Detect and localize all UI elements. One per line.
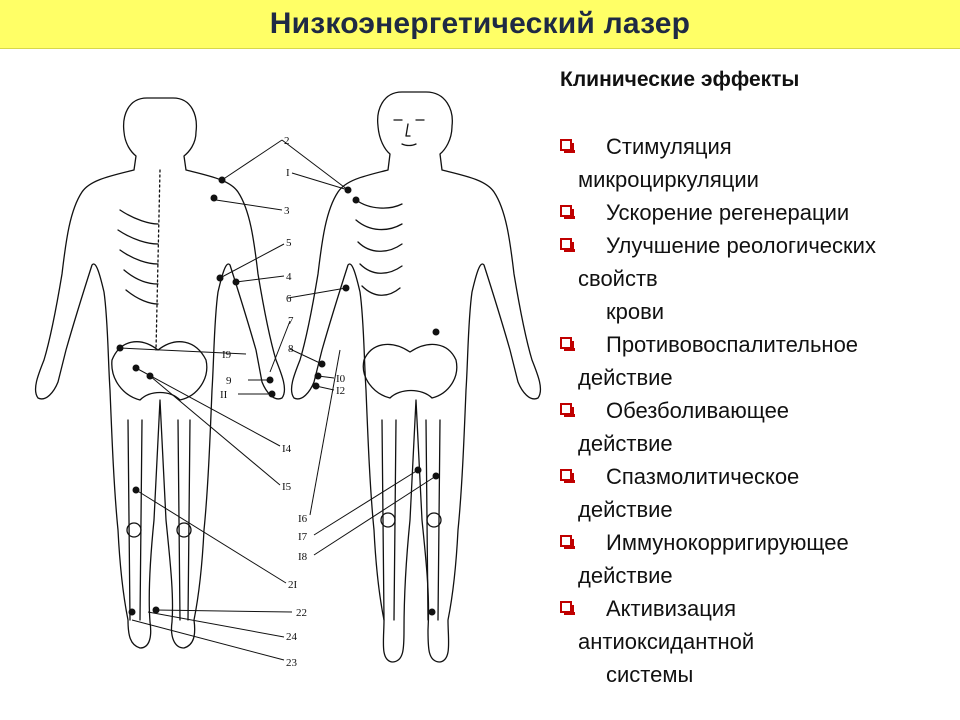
point-label: 9 bbox=[226, 375, 232, 387]
checkbox-bullet-icon bbox=[560, 205, 572, 217]
point-label: I9 bbox=[222, 349, 232, 361]
checkbox-bullet-icon bbox=[560, 469, 572, 481]
checkbox-bullet-icon bbox=[560, 238, 572, 250]
point-label: 22 bbox=[296, 607, 307, 619]
checkbox-bullet-icon bbox=[560, 139, 572, 151]
list-item bbox=[558, 229, 956, 328]
effect-line: Улучшение реологических bbox=[606, 233, 876, 258]
effect-line: свойств bbox=[578, 266, 658, 291]
effect-line: Активизация bbox=[606, 596, 737, 621]
effects-heading: Клинические эффекты bbox=[560, 68, 800, 91]
effect-line: Ускорение регенерации bbox=[606, 200, 850, 225]
list-item bbox=[558, 394, 956, 460]
effect-line: действие bbox=[578, 563, 673, 588]
list-item bbox=[558, 196, 956, 229]
effects-panel bbox=[558, 68, 956, 691]
slide-title: Низкоэнергетический лазер bbox=[269, 7, 691, 40]
point-label: I bbox=[286, 167, 290, 179]
list-item bbox=[558, 460, 956, 526]
point-label: 2 bbox=[284, 135, 290, 147]
effects-list bbox=[558, 130, 956, 691]
point-label: I0 bbox=[336, 373, 346, 385]
checkbox-bullet-icon bbox=[560, 535, 572, 547]
list-item bbox=[558, 328, 956, 394]
effect-line: действие bbox=[578, 497, 673, 522]
effect-line: крови bbox=[606, 299, 665, 324]
effect-line: Иммунокорригирующее bbox=[606, 530, 849, 555]
checkbox-bullet-icon bbox=[560, 337, 572, 349]
checkbox-bullet-icon bbox=[560, 601, 572, 613]
list-item bbox=[558, 526, 956, 592]
point-label: 24 bbox=[286, 631, 297, 643]
point-label: 23 bbox=[286, 657, 297, 669]
point-label: 2I bbox=[288, 579, 298, 591]
point-label: II bbox=[220, 389, 228, 401]
effect-line: действие bbox=[578, 365, 673, 390]
list-item bbox=[558, 592, 956, 691]
body-diagram bbox=[0, 60, 552, 720]
effect-line: действие bbox=[578, 431, 673, 456]
point-label: I4 bbox=[282, 443, 292, 455]
effect-line: Стимуляция bbox=[606, 134, 732, 159]
point-label: I7 bbox=[298, 531, 308, 543]
effect-line: антиоксидантной bbox=[578, 629, 755, 654]
point-label: 6 bbox=[286, 293, 292, 305]
effect-line: Противовоспалительное bbox=[606, 332, 859, 357]
effect-line: Спазмолитическое bbox=[606, 464, 800, 489]
point-label: 4 bbox=[286, 271, 292, 283]
effect-line: Обезболивающее bbox=[606, 398, 790, 423]
point-label: 5 bbox=[286, 237, 292, 249]
effect-line: микроциркуляции bbox=[578, 167, 759, 192]
list-item bbox=[558, 130, 956, 196]
point-label: I8 bbox=[298, 551, 308, 563]
point-label: 7 bbox=[288, 315, 294, 327]
checkbox-bullet-icon bbox=[560, 403, 572, 415]
point-label: I5 bbox=[282, 481, 292, 493]
point-label: 8 bbox=[288, 343, 294, 355]
point-label: 3 bbox=[284, 205, 290, 217]
effect-line: системы bbox=[606, 662, 694, 687]
acupoint-figure bbox=[0, 60, 552, 720]
point-label: I2 bbox=[336, 385, 346, 397]
title-bar bbox=[0, 0, 960, 49]
point-label: I6 bbox=[298, 513, 308, 525]
